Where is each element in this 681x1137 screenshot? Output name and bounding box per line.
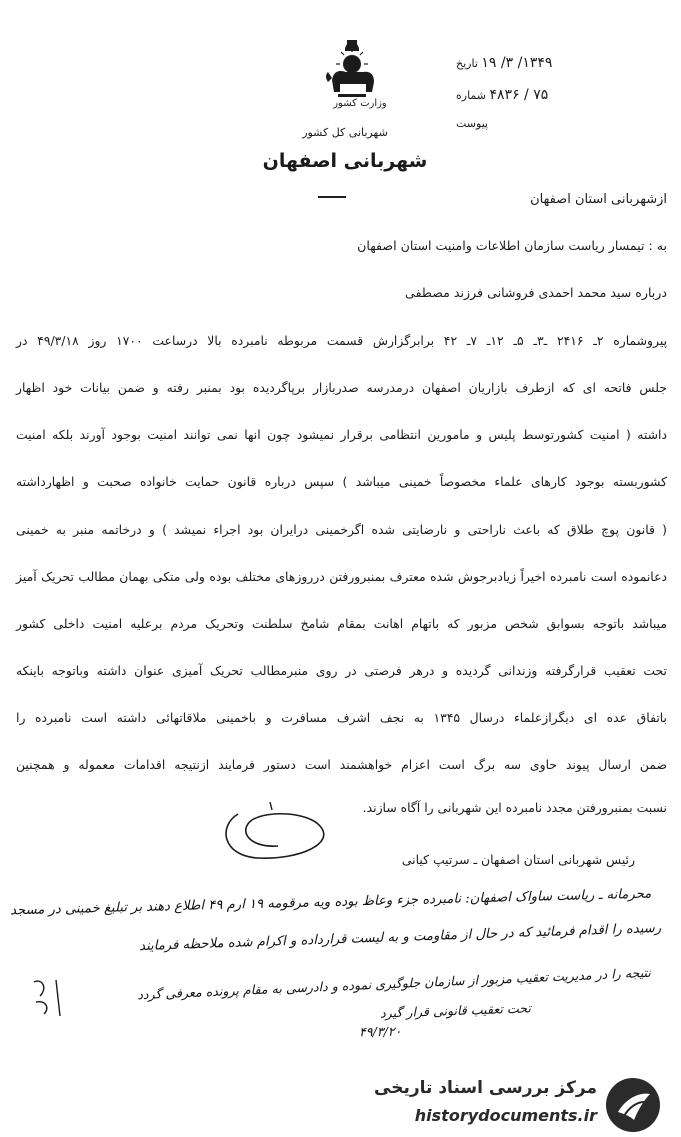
number-value: ۷۵ / ۴۸۳۶	[489, 87, 549, 103]
body-line: ضمن ارسال پیوند حاوی سه برگ است اعزام خواهشمند است دستور فرمایند ازنتیجه اقدامات معموله و همچنین	[16, 757, 667, 772]
body-line: تحت تعقیب قرارگرفته وزندانی گردیده و درهر فرصتی در روی منبرمطالب تحریک آمیزی عنوان داشته وباتوجه باینکه	[16, 663, 667, 678]
letter-closing: نسبت بمنبرورفتن مجدد نامبرده این شهربانی را آگاه سازند.	[362, 800, 667, 815]
number-field	[456, 87, 666, 103]
date-label: تاریخ	[456, 57, 478, 70]
attachment-label: پیوست	[456, 117, 489, 130]
signature-mark	[208, 796, 348, 876]
body-line: باتفاق عده ای دیگرازعلماء درسال ۱۳۴۵ به نجف اشرف مسافرت و باخمینی ملاقاتهائی داشته است نامبرده را	[16, 710, 668, 725]
body-line: میباشد باتوجه بسوابق شخص مزبور که باتهام اهانت بمقام شامخ سلطنت وتحریک مردم برعلیه امنیت داخلی کشور	[16, 616, 667, 631]
department-name: شهربانی کل کشور	[302, 126, 388, 139]
body-line: ( قانون پوچ طلاق که باعث ناراحتی و نارضایتی شده اگرخمینی درایران بود اجراء نمیشد ) و درخاتمه منبر به خمینی	[16, 522, 667, 537]
date-value: ۱۳۴۹/ ۳/ ۱۹	[481, 55, 553, 71]
letter-to: به : تیمسار ریاست سازمان اطلاعات وامنیت استان اصفهان	[357, 238, 667, 253]
signer-line: رئیس شهربانی استان اصفهان ـ سرتیپ کیانی	[401, 852, 635, 867]
office-title: شهربانی اصفهان	[262, 150, 428, 172]
body-line: دعانموده است نامبرده اخیراً زیادبرجوش شده معترف بمنبرورفتن درروزهای مختلف بوده ولی متکی بهمان مطالب تحریک آمیز	[16, 569, 667, 584]
letter-from: ازشهربانی استان اصفهان	[530, 192, 667, 207]
attachment-field	[456, 117, 666, 130]
body-line: جلس فاتحه ای که ازطرف بازاریان اصفهان درمدرسه صدربازار برپاگردیده بود بمنبر رفته و ضمن بیانات خود اظهار	[16, 380, 667, 395]
handwritten-note: رسیده را اقدام فرمائید که در حال از مقاومت و به لیست قرارداده و اکرام شده ملاحظه فرمایند	[138, 920, 662, 955]
history-documents-logo-icon	[604, 1076, 662, 1134]
body-line: کشوربسته بوجود کارهای علماء مخصوصاً خمینی میباشد ) سپس درباره قانون حمایت خانواده صحبت و اظهارداشته	[16, 474, 667, 489]
title-underline	[318, 196, 346, 198]
handwritten-scribble	[26, 972, 86, 1028]
date-field	[456, 55, 666, 71]
body-line: داشته ( امنیت کشورتوسط پلیس و مامورین انتظامی برقرار نمیشود چون انها نمی توانند امنیت بوجود آورند بلکه امنیت	[16, 427, 667, 442]
watermark-name: مرکز بررسی اسناد تاریخی	[374, 1078, 597, 1098]
handwritten-note: محرمانه ـ ریاست ساواک اصفهان: نامبرده جزء وعاظ بوده ویه مرقومه ۱۹ ارم ۴۹ اطلاع دهند بر تبلیغ خمینی در مسجد	[9, 886, 652, 919]
letter-subject: درباره سید محمد احمدی فروشانی فرزند مصطفی	[405, 285, 667, 300]
number-label: شماره	[456, 89, 487, 102]
body-line: پیروشماره ۲ـ ۲۴۱۶ ـ۳ـ ۵ـ ۱۲ـ ۷ـ ۴۲ برابرگزارش قسمت مربوطه نامبرده بالا درساعت ۱۷۰۰ روز ۴۹/۳/۱۸ در	[16, 333, 668, 348]
handwritten-note: نتیجه را در مدیریت تعقیب مزبور از سازمان جلوگیری نموده و دادرسی به مقام پرونده معرفی گردد	[136, 964, 652, 1003]
watermark-url[interactable]: historydocuments.ir	[414, 1106, 597, 1125]
lion-and-sun-emblem-icon	[318, 38, 386, 100]
handwritten-date: ۴۹/۳/۲۰	[358, 1023, 402, 1040]
ministry-name: وزارت کشور	[333, 98, 387, 109]
handwritten-note: تحت تعقیب قانونی قرار گیرد	[379, 1000, 532, 1021]
